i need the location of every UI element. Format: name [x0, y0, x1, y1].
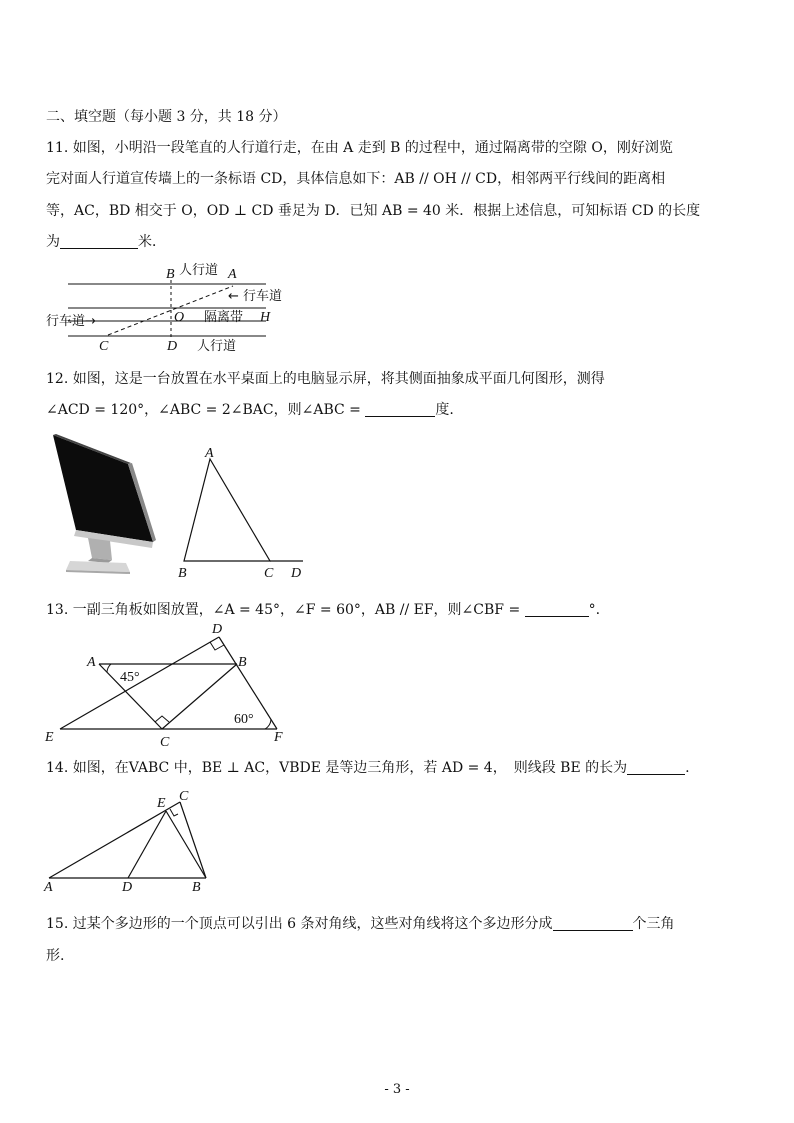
- q15-answer-blank[interactable]: [553, 915, 633, 931]
- q12-answer-blank[interactable]: [365, 401, 435, 417]
- q11-label-o: O: [174, 310, 185, 325]
- page-number: - 3 -: [384, 1082, 410, 1097]
- q12-label-d: D: [291, 566, 302, 581]
- q14-triangle-figure: [40, 786, 220, 896]
- q13-label-e: E: [45, 730, 54, 745]
- q14-label-a: A: [44, 880, 53, 895]
- q11-label-c: C: [99, 339, 109, 354]
- q11-line-4-prefix: 为: [46, 234, 60, 250]
- q12-label-c: C: [264, 566, 274, 581]
- q15-line-2: 形.: [46, 948, 65, 964]
- q11-line-4-suffix: 米．: [138, 234, 166, 250]
- q11-sidewalk-bottom: 人行道: [197, 339, 237, 354]
- q14-label-c: C: [179, 789, 189, 804]
- q14-line-1: [46, 757, 690, 777]
- q11-answer-blank[interactable]: [60, 233, 138, 249]
- q12-line-1: 12. 如图，这是一台放置在水平桌面上的电脑显示屏，将其侧面抽象成平面几何图形，测得: [46, 371, 605, 387]
- q14-label-b: B: [192, 880, 201, 895]
- section-title: 二、填空题（每小题 3 分，共 18 分）: [46, 109, 287, 125]
- monitor-image: [48, 432, 163, 577]
- q13-label-c: C: [160, 735, 170, 750]
- q12-line-2-suffix: 度.: [435, 402, 454, 418]
- q13-line-1-suffix: °.: [588, 602, 601, 618]
- q13-line-1: [46, 599, 600, 619]
- q11-label-d: D: [167, 339, 178, 354]
- q15-line-1-prefix: 15. 过某个多边形的一个顶点可以引出 6 条对角线，这些对角线将这个多边形分成: [46, 916, 553, 932]
- q13-angle-60: 60°: [234, 712, 254, 727]
- q12-line-2-prefix: ∠ACD = 120°，∠ABC = 2∠BAC，则∠ABC =: [46, 402, 361, 418]
- q11-sidewalk-top: 人行道: [179, 263, 219, 278]
- q13-label-b: B: [238, 655, 247, 670]
- q11-line-4: [46, 231, 166, 251]
- q13-label-a: A: [87, 655, 96, 670]
- q13-answer-blank[interactable]: [525, 601, 589, 617]
- q15-line-1-suffix: 个三角: [632, 916, 675, 932]
- q13-line-1-prefix: 13. 一副三角板如图放置，∠A = 45°，∠F = 60°，AB // EF，则∠CBF =: [46, 602, 521, 618]
- q13-label-f: F: [274, 730, 283, 745]
- q13-label-d: D: [212, 622, 223, 637]
- q11-line-1: 11. 如图，小明沿一段笔直的人行道行走，在由 A 走到 B 的过程中，通过隔离带的空隙 O，刚好浏览: [46, 140, 673, 156]
- q14-answer-blank[interactable]: [627, 759, 685, 775]
- q12-label-b: B: [178, 566, 187, 581]
- q11-road-figure: [40, 258, 340, 358]
- q11-divider: 隔离带: [204, 310, 244, 325]
- q14-line-1-prefix: 14. 如图，在VABC 中，BE ⊥ AC，VBDE 是等边三角形，若 AD = 4， 则线段 BE 的长为: [46, 760, 628, 776]
- q12-triangle-figure: [170, 440, 310, 590]
- q14-line-1-suffix: .: [685, 760, 690, 776]
- q12-label-a: A: [205, 446, 214, 461]
- q13-angle-45: 45°: [120, 670, 140, 685]
- q11-line-3: 等，AC，BD 相交于 O，OD ⊥ CD 垂足为 D．已知 AB = 40 米．根据上述信息，可知标语 CD 的长度: [46, 203, 701, 219]
- q11-lane-right: ← 行车道: [228, 289, 283, 304]
- q14-label-e: E: [157, 796, 166, 811]
- q11-line-2: 完对面人行道宣传墙上的一条标语 CD，具体信息如下：AB // OH // CD，相邻两平行线间的距离相: [46, 171, 666, 187]
- q12-line-2: [46, 399, 454, 419]
- q11-lane-left: 行车道→: [46, 314, 96, 329]
- q11-label-a: A: [228, 267, 237, 282]
- q11-label-b: B: [166, 267, 175, 282]
- q15-line-1: [46, 913, 675, 933]
- q11-label-h: H: [260, 310, 271, 325]
- q14-label-d: D: [122, 880, 133, 895]
- q13-triangles-figure: [44, 620, 304, 750]
